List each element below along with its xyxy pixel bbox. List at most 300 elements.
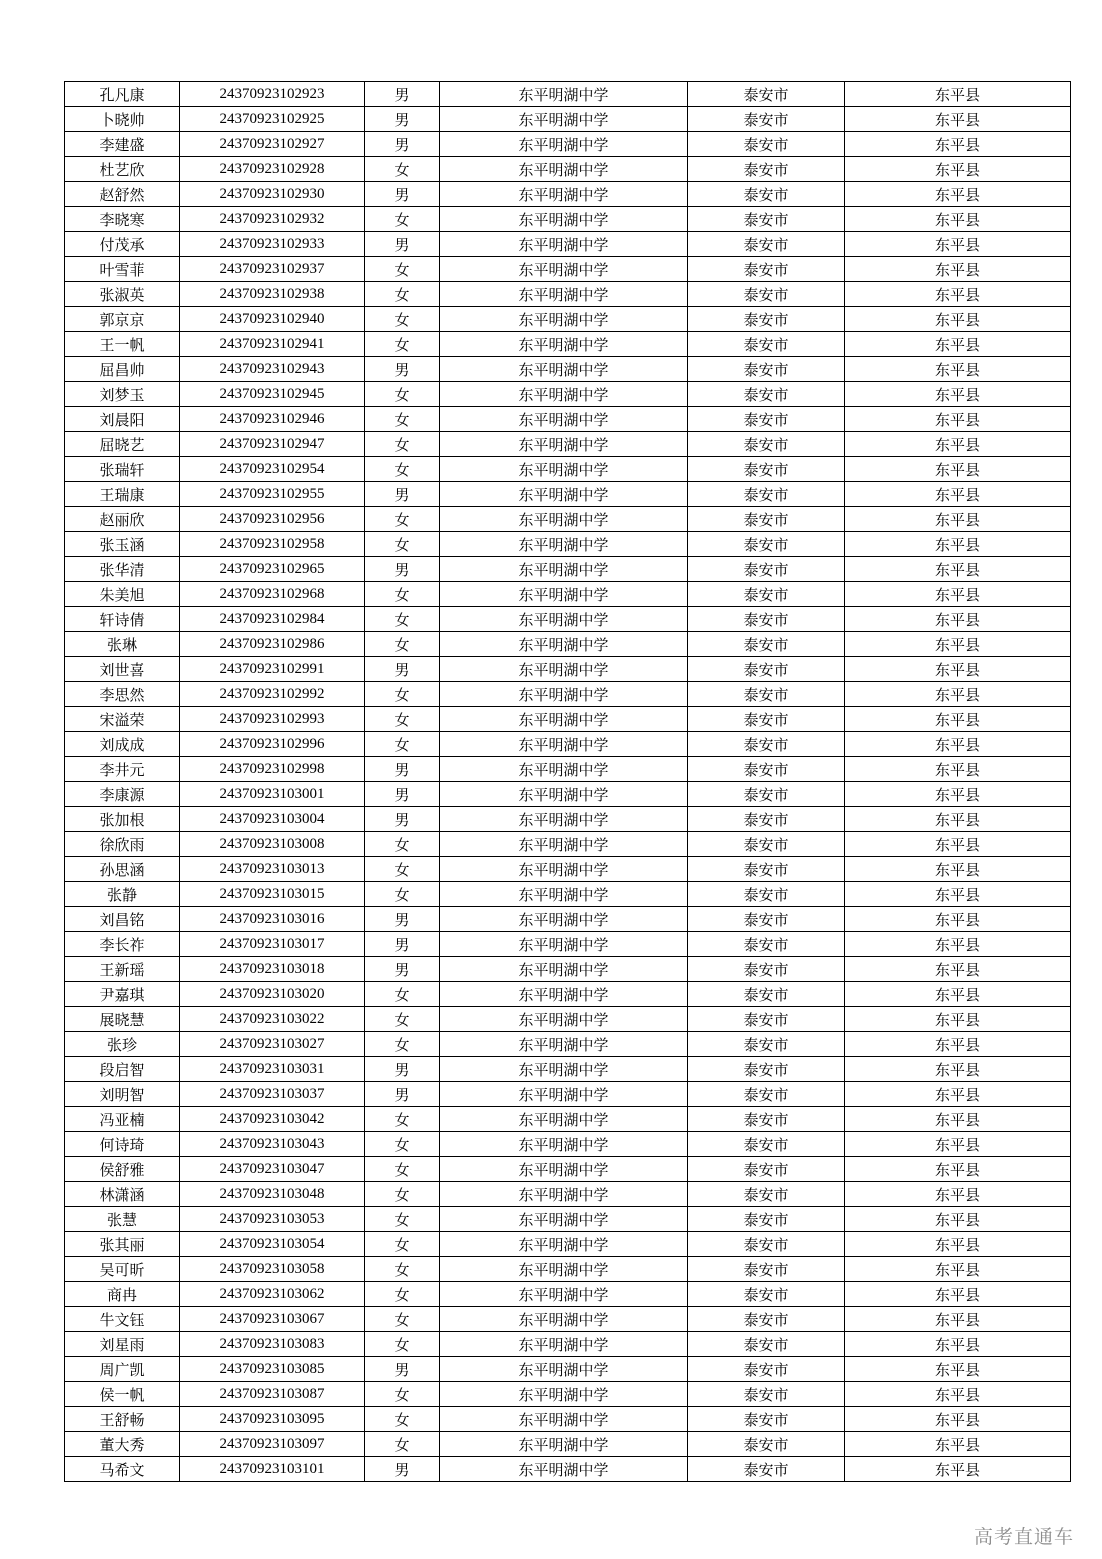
cell-name: 刘梦玉 xyxy=(65,382,180,407)
cell-county: 东平县 xyxy=(845,1357,1071,1382)
cell-school: 东平明湖中学 xyxy=(440,682,688,707)
cell-county: 东平县 xyxy=(845,407,1071,432)
cell-gender: 男 xyxy=(365,557,440,582)
cell-gender: 女 xyxy=(365,882,440,907)
cell-school: 东平明湖中学 xyxy=(440,832,688,857)
cell-city: 泰安市 xyxy=(688,1207,845,1232)
cell-name: 尹嘉琪 xyxy=(65,982,180,1007)
cell-name: 张静 xyxy=(65,882,180,907)
student-table xyxy=(64,81,1071,1482)
table-row xyxy=(65,1257,1071,1282)
cell-school: 东平明湖中学 xyxy=(440,132,688,157)
cell-gender: 女 xyxy=(365,1432,440,1457)
cell-exam-id: 24370923102946 xyxy=(180,407,365,432)
cell-county: 东平县 xyxy=(845,82,1071,107)
cell-school: 东平明湖中学 xyxy=(440,282,688,307)
cell-county: 东平县 xyxy=(845,332,1071,357)
cell-exam-id: 24370923102938 xyxy=(180,282,365,307)
cell-exam-id: 24370923102947 xyxy=(180,432,365,457)
cell-name: 张华清 xyxy=(65,557,180,582)
table-row xyxy=(65,157,1071,182)
table-row xyxy=(65,332,1071,357)
cell-school: 东平明湖中学 xyxy=(440,732,688,757)
cell-gender: 女 xyxy=(365,382,440,407)
cell-county: 东平县 xyxy=(845,932,1071,957)
cell-school: 东平明湖中学 xyxy=(440,882,688,907)
cell-exam-id: 24370923102945 xyxy=(180,382,365,407)
cell-gender: 女 xyxy=(365,1332,440,1357)
cell-exam-id: 24370923102943 xyxy=(180,357,365,382)
table-row xyxy=(65,482,1071,507)
cell-gender: 女 xyxy=(365,707,440,732)
cell-name: 张珍 xyxy=(65,1032,180,1057)
cell-city: 泰安市 xyxy=(688,707,845,732)
cell-exam-id: 24370923103083 xyxy=(180,1332,365,1357)
cell-city: 泰安市 xyxy=(688,532,845,557)
cell-county: 东平县 xyxy=(845,432,1071,457)
cell-city: 泰安市 xyxy=(688,607,845,632)
table-row xyxy=(65,1182,1071,1207)
cell-name: 李井元 xyxy=(65,757,180,782)
cell-exam-id: 24370923102984 xyxy=(180,607,365,632)
cell-name: 董大秀 xyxy=(65,1432,180,1457)
cell-city: 泰安市 xyxy=(688,307,845,332)
cell-city: 泰安市 xyxy=(688,832,845,857)
cell-gender: 男 xyxy=(365,182,440,207)
cell-city: 泰安市 xyxy=(688,207,845,232)
cell-county: 东平县 xyxy=(845,857,1071,882)
cell-name: 赵舒然 xyxy=(65,182,180,207)
cell-school: 东平明湖中学 xyxy=(440,1282,688,1307)
cell-city: 泰安市 xyxy=(688,82,845,107)
cell-school: 东平明湖中学 xyxy=(440,607,688,632)
cell-school: 东平明湖中学 xyxy=(440,582,688,607)
cell-name: 孙思涵 xyxy=(65,857,180,882)
cell-county: 东平县 xyxy=(845,782,1071,807)
cell-exam-id: 24370923102937 xyxy=(180,257,365,282)
cell-name: 张瑞轩 xyxy=(65,457,180,482)
cell-county: 东平县 xyxy=(845,257,1071,282)
table-row xyxy=(65,307,1071,332)
cell-county: 东平县 xyxy=(845,882,1071,907)
cell-school: 东平明湖中学 xyxy=(440,1457,688,1482)
table-row xyxy=(65,682,1071,707)
cell-city: 泰安市 xyxy=(688,907,845,932)
cell-exam-id: 24370923102986 xyxy=(180,632,365,657)
cell-county: 东平县 xyxy=(845,157,1071,182)
cell-school: 东平明湖中学 xyxy=(440,807,688,832)
cell-exam-id: 24370923103097 xyxy=(180,1432,365,1457)
cell-county: 东平县 xyxy=(845,1207,1071,1232)
table-row xyxy=(65,232,1071,257)
cell-county: 东平县 xyxy=(845,807,1071,832)
cell-county: 东平县 xyxy=(845,632,1071,657)
cell-exam-id: 24370923103053 xyxy=(180,1207,365,1232)
cell-name: 侯一帆 xyxy=(65,1382,180,1407)
cell-gender: 女 xyxy=(365,582,440,607)
cell-city: 泰安市 xyxy=(688,232,845,257)
cell-gender: 男 xyxy=(365,82,440,107)
cell-gender: 男 xyxy=(365,907,440,932)
cell-county: 东平县 xyxy=(845,1457,1071,1482)
cell-gender: 女 xyxy=(365,157,440,182)
cell-county: 东平县 xyxy=(845,707,1071,732)
table-row xyxy=(65,882,1071,907)
cell-school: 东平明湖中学 xyxy=(440,1057,688,1082)
cell-name: 卜晓帅 xyxy=(65,107,180,132)
cell-school: 东平明湖中学 xyxy=(440,1032,688,1057)
cell-county: 东平县 xyxy=(845,1232,1071,1257)
cell-city: 泰安市 xyxy=(688,382,845,407)
cell-name: 李建盛 xyxy=(65,132,180,157)
student-table-body xyxy=(65,82,1071,1482)
cell-city: 泰安市 xyxy=(688,157,845,182)
cell-name: 杜艺欣 xyxy=(65,157,180,182)
cell-exam-id: 24370923103037 xyxy=(180,1082,365,1107)
cell-exam-id: 24370923103095 xyxy=(180,1407,365,1432)
cell-city: 泰安市 xyxy=(688,682,845,707)
cell-city: 泰安市 xyxy=(688,357,845,382)
cell-gender: 女 xyxy=(365,307,440,332)
cell-city: 泰安市 xyxy=(688,1332,845,1357)
cell-school: 东平明湖中学 xyxy=(440,482,688,507)
cell-gender: 女 xyxy=(365,1382,440,1407)
cell-exam-id: 24370923102958 xyxy=(180,532,365,557)
cell-school: 东平明湖中学 xyxy=(440,782,688,807)
cell-school: 东平明湖中学 xyxy=(440,1082,688,1107)
table-row xyxy=(65,1382,1071,1407)
table-row xyxy=(65,982,1071,1007)
cell-exam-id: 24370923102965 xyxy=(180,557,365,582)
cell-city: 泰安市 xyxy=(688,182,845,207)
cell-name: 赵丽欣 xyxy=(65,507,180,532)
cell-gender: 女 xyxy=(365,732,440,757)
cell-exam-id: 24370923103054 xyxy=(180,1232,365,1257)
cell-county: 东平县 xyxy=(845,1007,1071,1032)
table-row xyxy=(65,407,1071,432)
cell-gender: 男 xyxy=(365,657,440,682)
cell-county: 东平县 xyxy=(845,457,1071,482)
cell-school: 东平明湖中学 xyxy=(440,1307,688,1332)
table-row xyxy=(65,607,1071,632)
cell-exam-id: 24370923103048 xyxy=(180,1182,365,1207)
cell-name: 张玉涵 xyxy=(65,532,180,557)
table-row xyxy=(65,782,1071,807)
cell-county: 东平县 xyxy=(845,1382,1071,1407)
table-row xyxy=(65,1232,1071,1257)
cell-name: 刘成成 xyxy=(65,732,180,757)
cell-city: 泰安市 xyxy=(688,432,845,457)
cell-name: 刘晨阳 xyxy=(65,407,180,432)
cell-exam-id: 24370923102993 xyxy=(180,707,365,732)
cell-city: 泰安市 xyxy=(688,457,845,482)
cell-county: 东平县 xyxy=(845,307,1071,332)
cell-county: 东平县 xyxy=(845,1157,1071,1182)
table-row xyxy=(65,857,1071,882)
cell-gender: 男 xyxy=(365,807,440,832)
table-row xyxy=(65,582,1071,607)
cell-exam-id: 24370923102991 xyxy=(180,657,365,682)
cell-county: 东平县 xyxy=(845,757,1071,782)
cell-gender: 女 xyxy=(365,832,440,857)
cell-school: 东平明湖中学 xyxy=(440,1107,688,1132)
cell-school: 东平明湖中学 xyxy=(440,457,688,482)
table-row xyxy=(65,1007,1071,1032)
cell-school: 东平明湖中学 xyxy=(440,1182,688,1207)
cell-name: 李康源 xyxy=(65,782,180,807)
table-row xyxy=(65,282,1071,307)
cell-gender: 男 xyxy=(365,782,440,807)
cell-county: 东平县 xyxy=(845,1032,1071,1057)
cell-gender: 女 xyxy=(365,1207,440,1232)
cell-exam-id: 24370923102956 xyxy=(180,507,365,532)
cell-school: 东平明湖中学 xyxy=(440,507,688,532)
cell-gender: 女 xyxy=(365,607,440,632)
table-row xyxy=(65,532,1071,557)
cell-gender: 男 xyxy=(365,107,440,132)
cell-city: 泰安市 xyxy=(688,982,845,1007)
cell-exam-id: 24370923102927 xyxy=(180,132,365,157)
cell-school: 东平明湖中学 xyxy=(440,1157,688,1182)
cell-exam-id: 24370923102992 xyxy=(180,682,365,707)
cell-county: 东平县 xyxy=(845,482,1071,507)
cell-gender: 女 xyxy=(365,432,440,457)
cell-gender: 女 xyxy=(365,1182,440,1207)
cell-school: 东平明湖中学 xyxy=(440,107,688,132)
table-row xyxy=(65,1457,1071,1482)
cell-city: 泰安市 xyxy=(688,1057,845,1082)
cell-school: 东平明湖中学 xyxy=(440,932,688,957)
cell-school: 东平明湖中学 xyxy=(440,1007,688,1032)
cell-county: 东平县 xyxy=(845,532,1071,557)
cell-city: 泰安市 xyxy=(688,632,845,657)
table-row xyxy=(65,832,1071,857)
cell-name: 王舒畅 xyxy=(65,1407,180,1432)
cell-school: 东平明湖中学 xyxy=(440,1432,688,1457)
cell-city: 泰安市 xyxy=(688,282,845,307)
cell-county: 东平县 xyxy=(845,107,1071,132)
cell-name: 王瑞康 xyxy=(65,482,180,507)
table-row xyxy=(65,732,1071,757)
table-row xyxy=(65,1032,1071,1057)
cell-county: 东平县 xyxy=(845,732,1071,757)
table-row xyxy=(65,432,1071,457)
table-row xyxy=(65,132,1071,157)
cell-county: 东平县 xyxy=(845,1132,1071,1157)
cell-exam-id: 24370923103017 xyxy=(180,932,365,957)
cell-exam-id: 24370923103020 xyxy=(180,982,365,1007)
table-row xyxy=(65,257,1071,282)
cell-city: 泰安市 xyxy=(688,1382,845,1407)
table-row xyxy=(65,207,1071,232)
cell-gender: 女 xyxy=(365,282,440,307)
cell-name: 刘星雨 xyxy=(65,1332,180,1357)
cell-gender: 女 xyxy=(365,407,440,432)
cell-exam-id: 24370923102932 xyxy=(180,207,365,232)
cell-name: 李晓寒 xyxy=(65,207,180,232)
table-row xyxy=(65,757,1071,782)
cell-school: 东平明湖中学 xyxy=(440,182,688,207)
cell-name: 孔凡康 xyxy=(65,82,180,107)
cell-name: 郭京京 xyxy=(65,307,180,332)
cell-exam-id: 24370923103018 xyxy=(180,957,365,982)
cell-county: 东平县 xyxy=(845,1107,1071,1132)
cell-city: 泰安市 xyxy=(688,807,845,832)
cell-county: 东平县 xyxy=(845,1082,1071,1107)
cell-exam-id: 24370923103062 xyxy=(180,1282,365,1307)
cell-school: 东平明湖中学 xyxy=(440,1207,688,1232)
table-row xyxy=(65,657,1071,682)
cell-gender: 男 xyxy=(365,357,440,382)
cell-school: 东平明湖中学 xyxy=(440,307,688,332)
watermark-text: 高考直通车 xyxy=(973,1527,1074,1548)
cell-school: 东平明湖中学 xyxy=(440,1257,688,1282)
cell-name: 王新瑶 xyxy=(65,957,180,982)
cell-name: 王一帆 xyxy=(65,332,180,357)
cell-exam-id: 24370923102954 xyxy=(180,457,365,482)
cell-gender: 女 xyxy=(365,1132,440,1157)
cell-exam-id: 24370923103047 xyxy=(180,1157,365,1182)
table-row xyxy=(65,807,1071,832)
cell-county: 东平县 xyxy=(845,507,1071,532)
cell-city: 泰安市 xyxy=(688,1307,845,1332)
cell-gender: 女 xyxy=(365,457,440,482)
cell-school: 东平明湖中学 xyxy=(440,1332,688,1357)
cell-school: 东平明湖中学 xyxy=(440,632,688,657)
cell-county: 东平县 xyxy=(845,1057,1071,1082)
cell-name: 李思然 xyxy=(65,682,180,707)
cell-exam-id: 24370923103031 xyxy=(180,1057,365,1082)
cell-name: 段启智 xyxy=(65,1057,180,1082)
table-row xyxy=(65,457,1071,482)
cell-county: 东平县 xyxy=(845,182,1071,207)
cell-city: 泰安市 xyxy=(688,107,845,132)
cell-name: 张慧 xyxy=(65,1207,180,1232)
table-row xyxy=(65,382,1071,407)
cell-name: 展晓慧 xyxy=(65,1007,180,1032)
cell-name: 轩诗倩 xyxy=(65,607,180,632)
cell-school: 东平明湖中学 xyxy=(440,407,688,432)
cell-name: 叶雪菲 xyxy=(65,257,180,282)
cell-school: 东平明湖中学 xyxy=(440,157,688,182)
cell-city: 泰安市 xyxy=(688,1232,845,1257)
cell-gender: 女 xyxy=(365,1107,440,1132)
table-row xyxy=(65,1157,1071,1182)
table-row xyxy=(65,1132,1071,1157)
cell-county: 东平县 xyxy=(845,207,1071,232)
cell-county: 东平县 xyxy=(845,1407,1071,1432)
cell-school: 东平明湖中学 xyxy=(440,532,688,557)
cell-name: 朱美旭 xyxy=(65,582,180,607)
cell-county: 东平县 xyxy=(845,357,1071,382)
cell-exam-id: 24370923102941 xyxy=(180,332,365,357)
cell-gender: 男 xyxy=(365,757,440,782)
cell-city: 泰安市 xyxy=(688,332,845,357)
cell-exam-id: 24370923103058 xyxy=(180,1257,365,1282)
cell-school: 东平明湖中学 xyxy=(440,257,688,282)
cell-name: 冯亚楠 xyxy=(65,1107,180,1132)
cell-gender: 女 xyxy=(365,982,440,1007)
table-row xyxy=(65,957,1071,982)
cell-gender: 女 xyxy=(365,1407,440,1432)
cell-city: 泰安市 xyxy=(688,507,845,532)
cell-name: 马希文 xyxy=(65,1457,180,1482)
cell-gender: 女 xyxy=(365,682,440,707)
cell-gender: 男 xyxy=(365,1457,440,1482)
cell-school: 东平明湖中学 xyxy=(440,1232,688,1257)
cell-school: 东平明湖中学 xyxy=(440,207,688,232)
cell-exam-id: 24370923103001 xyxy=(180,782,365,807)
cell-city: 泰安市 xyxy=(688,732,845,757)
cell-city: 泰安市 xyxy=(688,1257,845,1282)
cell-school: 东平明湖中学 xyxy=(440,82,688,107)
cell-name: 何诗琦 xyxy=(65,1132,180,1157)
cell-city: 泰安市 xyxy=(688,1432,845,1457)
table-row xyxy=(65,707,1071,732)
cell-school: 东平明湖中学 xyxy=(440,907,688,932)
cell-name: 刘昌铭 xyxy=(65,907,180,932)
cell-gender: 女 xyxy=(365,1007,440,1032)
cell-gender: 女 xyxy=(365,632,440,657)
cell-city: 泰安市 xyxy=(688,657,845,682)
cell-city: 泰安市 xyxy=(688,857,845,882)
table-row xyxy=(65,907,1071,932)
cell-city: 泰安市 xyxy=(688,1082,845,1107)
cell-exam-id: 24370923103013 xyxy=(180,857,365,882)
table-row xyxy=(65,1432,1071,1457)
cell-county: 东平县 xyxy=(845,682,1071,707)
cell-city: 泰安市 xyxy=(688,1407,845,1432)
cell-city: 泰安市 xyxy=(688,957,845,982)
cell-name: 周广凯 xyxy=(65,1357,180,1382)
cell-exam-id: 24370923102928 xyxy=(180,157,365,182)
table-row xyxy=(65,1282,1071,1307)
cell-school: 东平明湖中学 xyxy=(440,1407,688,1432)
cell-city: 泰安市 xyxy=(688,1282,845,1307)
cell-exam-id: 24370923102933 xyxy=(180,232,365,257)
cell-city: 泰安市 xyxy=(688,1457,845,1482)
cell-gender: 男 xyxy=(365,1357,440,1382)
cell-county: 东平县 xyxy=(845,907,1071,932)
table-row xyxy=(65,182,1071,207)
table-row xyxy=(65,82,1071,107)
cell-county: 东平县 xyxy=(845,1282,1071,1307)
cell-county: 东平县 xyxy=(845,1332,1071,1357)
cell-county: 东平县 xyxy=(845,1257,1071,1282)
cell-gender: 女 xyxy=(365,332,440,357)
table-row xyxy=(65,1357,1071,1382)
cell-gender: 女 xyxy=(365,257,440,282)
table-row xyxy=(65,1207,1071,1232)
cell-city: 泰安市 xyxy=(688,757,845,782)
cell-exam-id: 24370923103004 xyxy=(180,807,365,832)
cell-school: 东平明湖中学 xyxy=(440,757,688,782)
cell-gender: 男 xyxy=(365,132,440,157)
cell-school: 东平明湖中学 xyxy=(440,1382,688,1407)
cell-exam-id: 24370923103016 xyxy=(180,907,365,932)
cell-name: 林潇涵 xyxy=(65,1182,180,1207)
cell-city: 泰安市 xyxy=(688,882,845,907)
cell-city: 泰安市 xyxy=(688,1032,845,1057)
table-row xyxy=(65,1057,1071,1082)
cell-gender: 女 xyxy=(365,1157,440,1182)
cell-school: 东平明湖中学 xyxy=(440,557,688,582)
cell-name: 张琳 xyxy=(65,632,180,657)
cell-city: 泰安市 xyxy=(688,407,845,432)
cell-county: 东平县 xyxy=(845,657,1071,682)
cell-name: 刘世喜 xyxy=(65,657,180,682)
cell-city: 泰安市 xyxy=(688,1157,845,1182)
